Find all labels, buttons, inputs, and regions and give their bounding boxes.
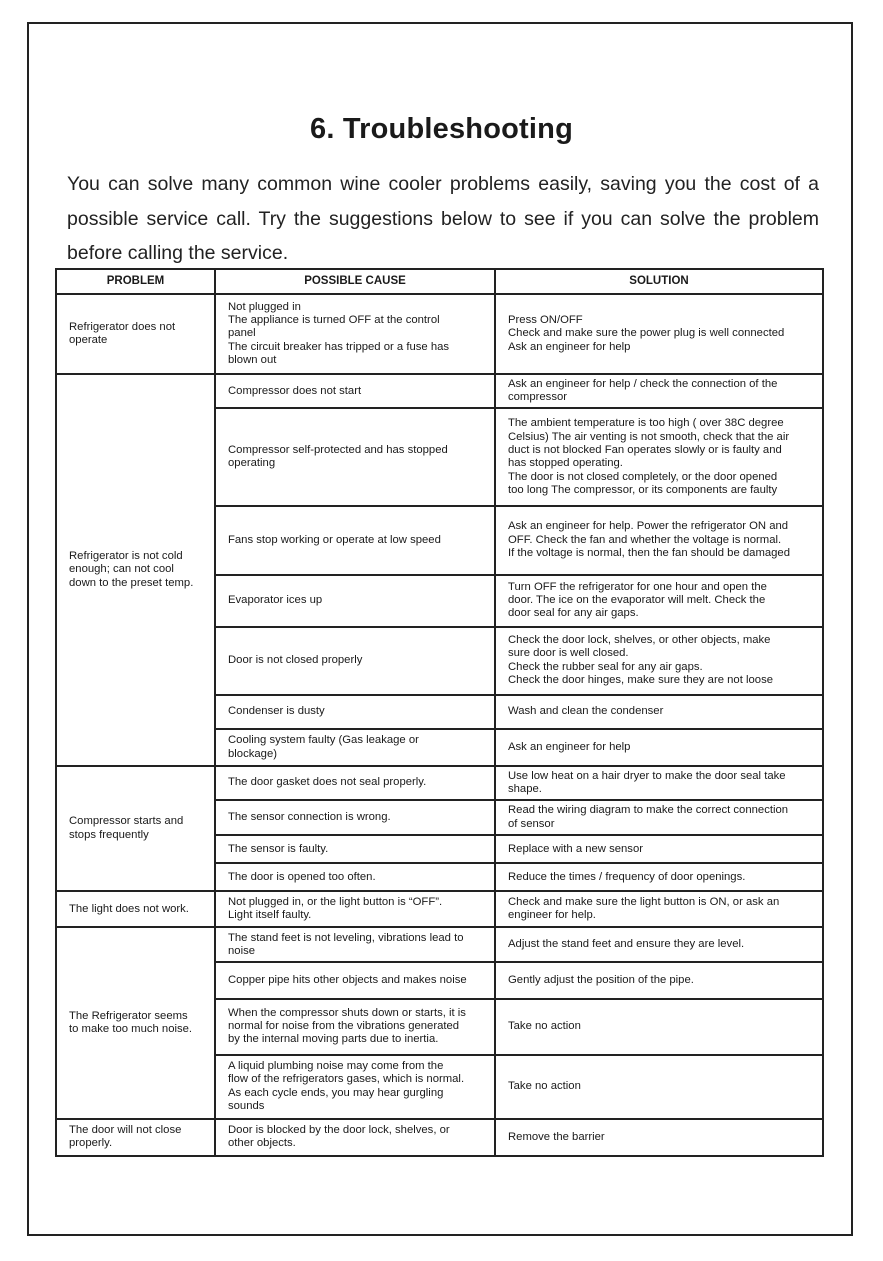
solution-text: door. The ice on the evaporator will melt. Check the <box>508 593 766 606</box>
solution-text: Ask an engineer for help / check the connection of the <box>508 377 778 390</box>
intro-line: before calling the service. <box>67 242 289 264</box>
problem-cell <box>56 891 215 927</box>
problem-text: The door will not close <box>69 1124 182 1136</box>
cause-text: The circuit breaker has tripped or a fuse has <box>228 340 450 353</box>
troubleshooting-table <box>55 268 824 1157</box>
cause-text: The door is opened too often. <box>228 870 376 883</box>
problem-text: enough; can not cool <box>69 563 174 576</box>
solution-cell <box>495 962 823 998</box>
solution-text: Ask an engineer for help <box>508 340 631 353</box>
solution-text: Press ON/OFF <box>508 313 583 326</box>
solution-text: Celsius) The air venting is not smooth, check that the air <box>508 430 790 443</box>
page-title: 6. Troubleshooting <box>310 113 573 145</box>
cause-text: panel <box>228 327 256 340</box>
cause-text: Door is blocked by the door lock, shelves, or <box>228 1124 450 1136</box>
solution-text: compressor <box>508 391 568 404</box>
problem-text: properly. <box>69 1137 113 1150</box>
solution-text: Replace with a new sensor <box>508 842 644 855</box>
cause-text: normal for noise from the vibrations generated <box>228 1019 460 1032</box>
cause-cell <box>215 999 495 1055</box>
solution-cell <box>495 1119 823 1156</box>
cause-text: Cooling system faulty (Gas leakage or <box>228 734 419 747</box>
cause-text: The appliance is turned OFF at the control <box>228 313 440 326</box>
solution-cell <box>495 374 823 408</box>
header-possible-cause: POSSIBLE CAUSE <box>215 269 495 294</box>
table-header-row <box>56 269 823 294</box>
cause-text: The door gasket does not seal properly. <box>228 776 427 789</box>
solution-text: sure door is well closed. <box>508 647 629 660</box>
cause-cell <box>215 294 495 374</box>
cause-cell <box>215 766 495 800</box>
problem-cell <box>56 374 215 766</box>
solution-text: engineer for help. <box>508 909 596 922</box>
solution-text: too long The compressor, or its components are faulty <box>508 484 778 497</box>
solution-cell <box>495 575 823 627</box>
problem-text: operate <box>69 334 108 347</box>
intro-line: You can solve many common wine cooler problems easily, saving you the cost of a <box>67 173 819 195</box>
problem-text: The Refrigerator seems <box>69 1009 188 1022</box>
solution-cell <box>495 729 823 766</box>
cause-cell <box>215 374 495 408</box>
cause-text: operating <box>228 457 276 470</box>
cause-text: Compressor does not start <box>228 384 362 397</box>
solution-text: The door is not closed completely, or the door opened <box>508 470 778 483</box>
cause-text: by the internal moving parts due to inertia. <box>228 1033 439 1046</box>
cause-text: flow of the refrigerators gases, which is normal. <box>228 1073 465 1086</box>
solution-cell <box>495 1055 823 1119</box>
solution-cell <box>495 695 823 729</box>
cause-text: noise <box>228 944 256 957</box>
cause-cell <box>215 729 495 766</box>
cause-cell <box>215 800 495 835</box>
table-row <box>56 766 823 800</box>
problem-text: down to the preset temp. <box>69 576 194 589</box>
cause-text: Evaporator ices up <box>228 593 323 606</box>
intro-line: possible service call. Try the suggestions below to see if you can solve the problem <box>67 207 819 230</box>
cause-text: blown out <box>228 354 277 367</box>
cause-text: Condenser is dusty <box>228 705 325 718</box>
header-solution: SOLUTION <box>495 269 823 294</box>
cause-text: The sensor is faulty. <box>228 842 329 855</box>
cause-text: When the compressor shuts down or starts, it is <box>228 1006 466 1019</box>
solution-text: Check the rubber seal for any air gaps. <box>508 660 703 673</box>
cause-text: The stand feet is not leveling, vibrations lead to <box>228 931 464 944</box>
cause-cell <box>215 863 495 891</box>
solution-text: has stopped operating. <box>508 457 623 470</box>
solution-text: Wash and clean the condenser <box>508 705 664 718</box>
solution-text: Check and make sure the light button is ON, or ask an <box>508 895 780 908</box>
problem-text: Compressor starts and <box>69 815 184 828</box>
cause-cell <box>215 575 495 627</box>
solution-text: If the voltage is normal, then the fan should be damaged <box>508 547 790 560</box>
problem-cell <box>56 294 215 374</box>
cause-cell <box>215 627 495 695</box>
cause-text: Fans stop working or operate at low speed <box>228 533 441 546</box>
solution-cell <box>495 999 823 1055</box>
solution-text: Take no action <box>508 1080 581 1093</box>
solution-text: Gently adjust the position of the pipe. <box>508 973 694 986</box>
solution-text: shape. <box>508 783 542 796</box>
cause-text: Light itself faulty. <box>228 909 312 922</box>
solution-cell <box>495 627 823 695</box>
cause-cell <box>215 891 495 927</box>
cause-cell <box>215 408 495 506</box>
solution-text: of sensor <box>508 817 555 830</box>
problem-text: Refrigerator is not cold <box>69 550 183 562</box>
intro-paragraph <box>67 167 819 271</box>
solution-text: Remove the barrier <box>508 1130 605 1143</box>
table-row <box>56 891 823 927</box>
solution-text: door seal for any air gaps. <box>508 607 639 620</box>
cause-text: other objects. <box>228 1137 296 1150</box>
solution-cell <box>495 835 823 863</box>
solution-text: duct is not blocked Fan operates slowly or is faulty and <box>508 443 782 456</box>
cause-text: A liquid plumbing noise may come from the <box>228 1059 444 1072</box>
solution-cell <box>495 766 823 800</box>
solution-text: Check and make sure the power plug is well connected <box>508 327 785 340</box>
cause-text: Door is not closed properly <box>228 654 363 667</box>
cause-cell <box>215 506 495 574</box>
problem-text: Refrigerator does not <box>69 320 176 333</box>
cause-cell <box>215 1119 495 1156</box>
solution-cell <box>495 891 823 927</box>
table-body <box>56 294 823 1156</box>
solution-cell <box>495 294 823 374</box>
table-row <box>56 927 823 962</box>
solution-cell <box>495 506 823 574</box>
problem-text: stops frequently <box>69 828 149 841</box>
cause-cell <box>215 927 495 962</box>
cause-text: sounds <box>228 1100 265 1113</box>
solution-text: The ambient temperature is too high ( over 38C degree <box>508 417 784 430</box>
solution-cell <box>495 800 823 835</box>
cause-text: Copper pipe hits other objects and makes noise <box>228 973 467 986</box>
solution-cell <box>495 863 823 891</box>
problem-text: The light does not work. <box>69 902 189 915</box>
cause-text: The sensor connection is wrong. <box>228 810 391 823</box>
problem-cell <box>56 1119 215 1156</box>
header-problem: PROBLEM <box>56 269 215 294</box>
solution-text: Turn OFF the refrigerator for one hour and open the <box>508 580 767 593</box>
cause-text: blockage) <box>228 747 277 760</box>
solution-text: Take no action <box>508 1019 581 1032</box>
cause-cell <box>215 1055 495 1119</box>
solution-text: OFF. Check the fan and whether the voltage is normal. <box>508 533 782 546</box>
solution-cell <box>495 927 823 962</box>
solution-text: Check the door lock, shelves, or other objects, make <box>508 634 771 646</box>
cause-cell <box>215 695 495 729</box>
solution-text: Reduce the times / frequency of door openings. <box>508 870 746 883</box>
solution-text: Ask an engineer for help. Power the refrigerator ON and <box>508 520 789 533</box>
cause-text: Not plugged in, or the light button is “OFF”. <box>228 895 443 908</box>
cause-text: Not plugged in <box>228 300 301 313</box>
solution-text: Read the wiring diagram to make the correct connection <box>508 804 789 817</box>
cause-text: As each cycle ends, you may hear gurgling <box>228 1086 444 1099</box>
problem-cell <box>56 927 215 1118</box>
cause-cell <box>215 962 495 998</box>
table-row <box>56 374 823 408</box>
table-row <box>56 1119 823 1156</box>
table-row <box>56 294 823 374</box>
solution-text: Adjust the stand feet and ensure they are level. <box>508 938 745 951</box>
problem-text: to make too much noise. <box>69 1023 193 1036</box>
solution-cell <box>495 408 823 506</box>
solution-text: Ask an engineer for help <box>508 740 631 753</box>
cause-cell <box>215 835 495 863</box>
solution-text: Check the door hinges, make sure they are not loose <box>508 674 774 687</box>
problem-cell <box>56 766 215 891</box>
cause-text: Compressor self-protected and has stopped <box>228 443 448 456</box>
solution-text: Use low heat on a hair dryer to make the door seal take <box>508 769 786 782</box>
